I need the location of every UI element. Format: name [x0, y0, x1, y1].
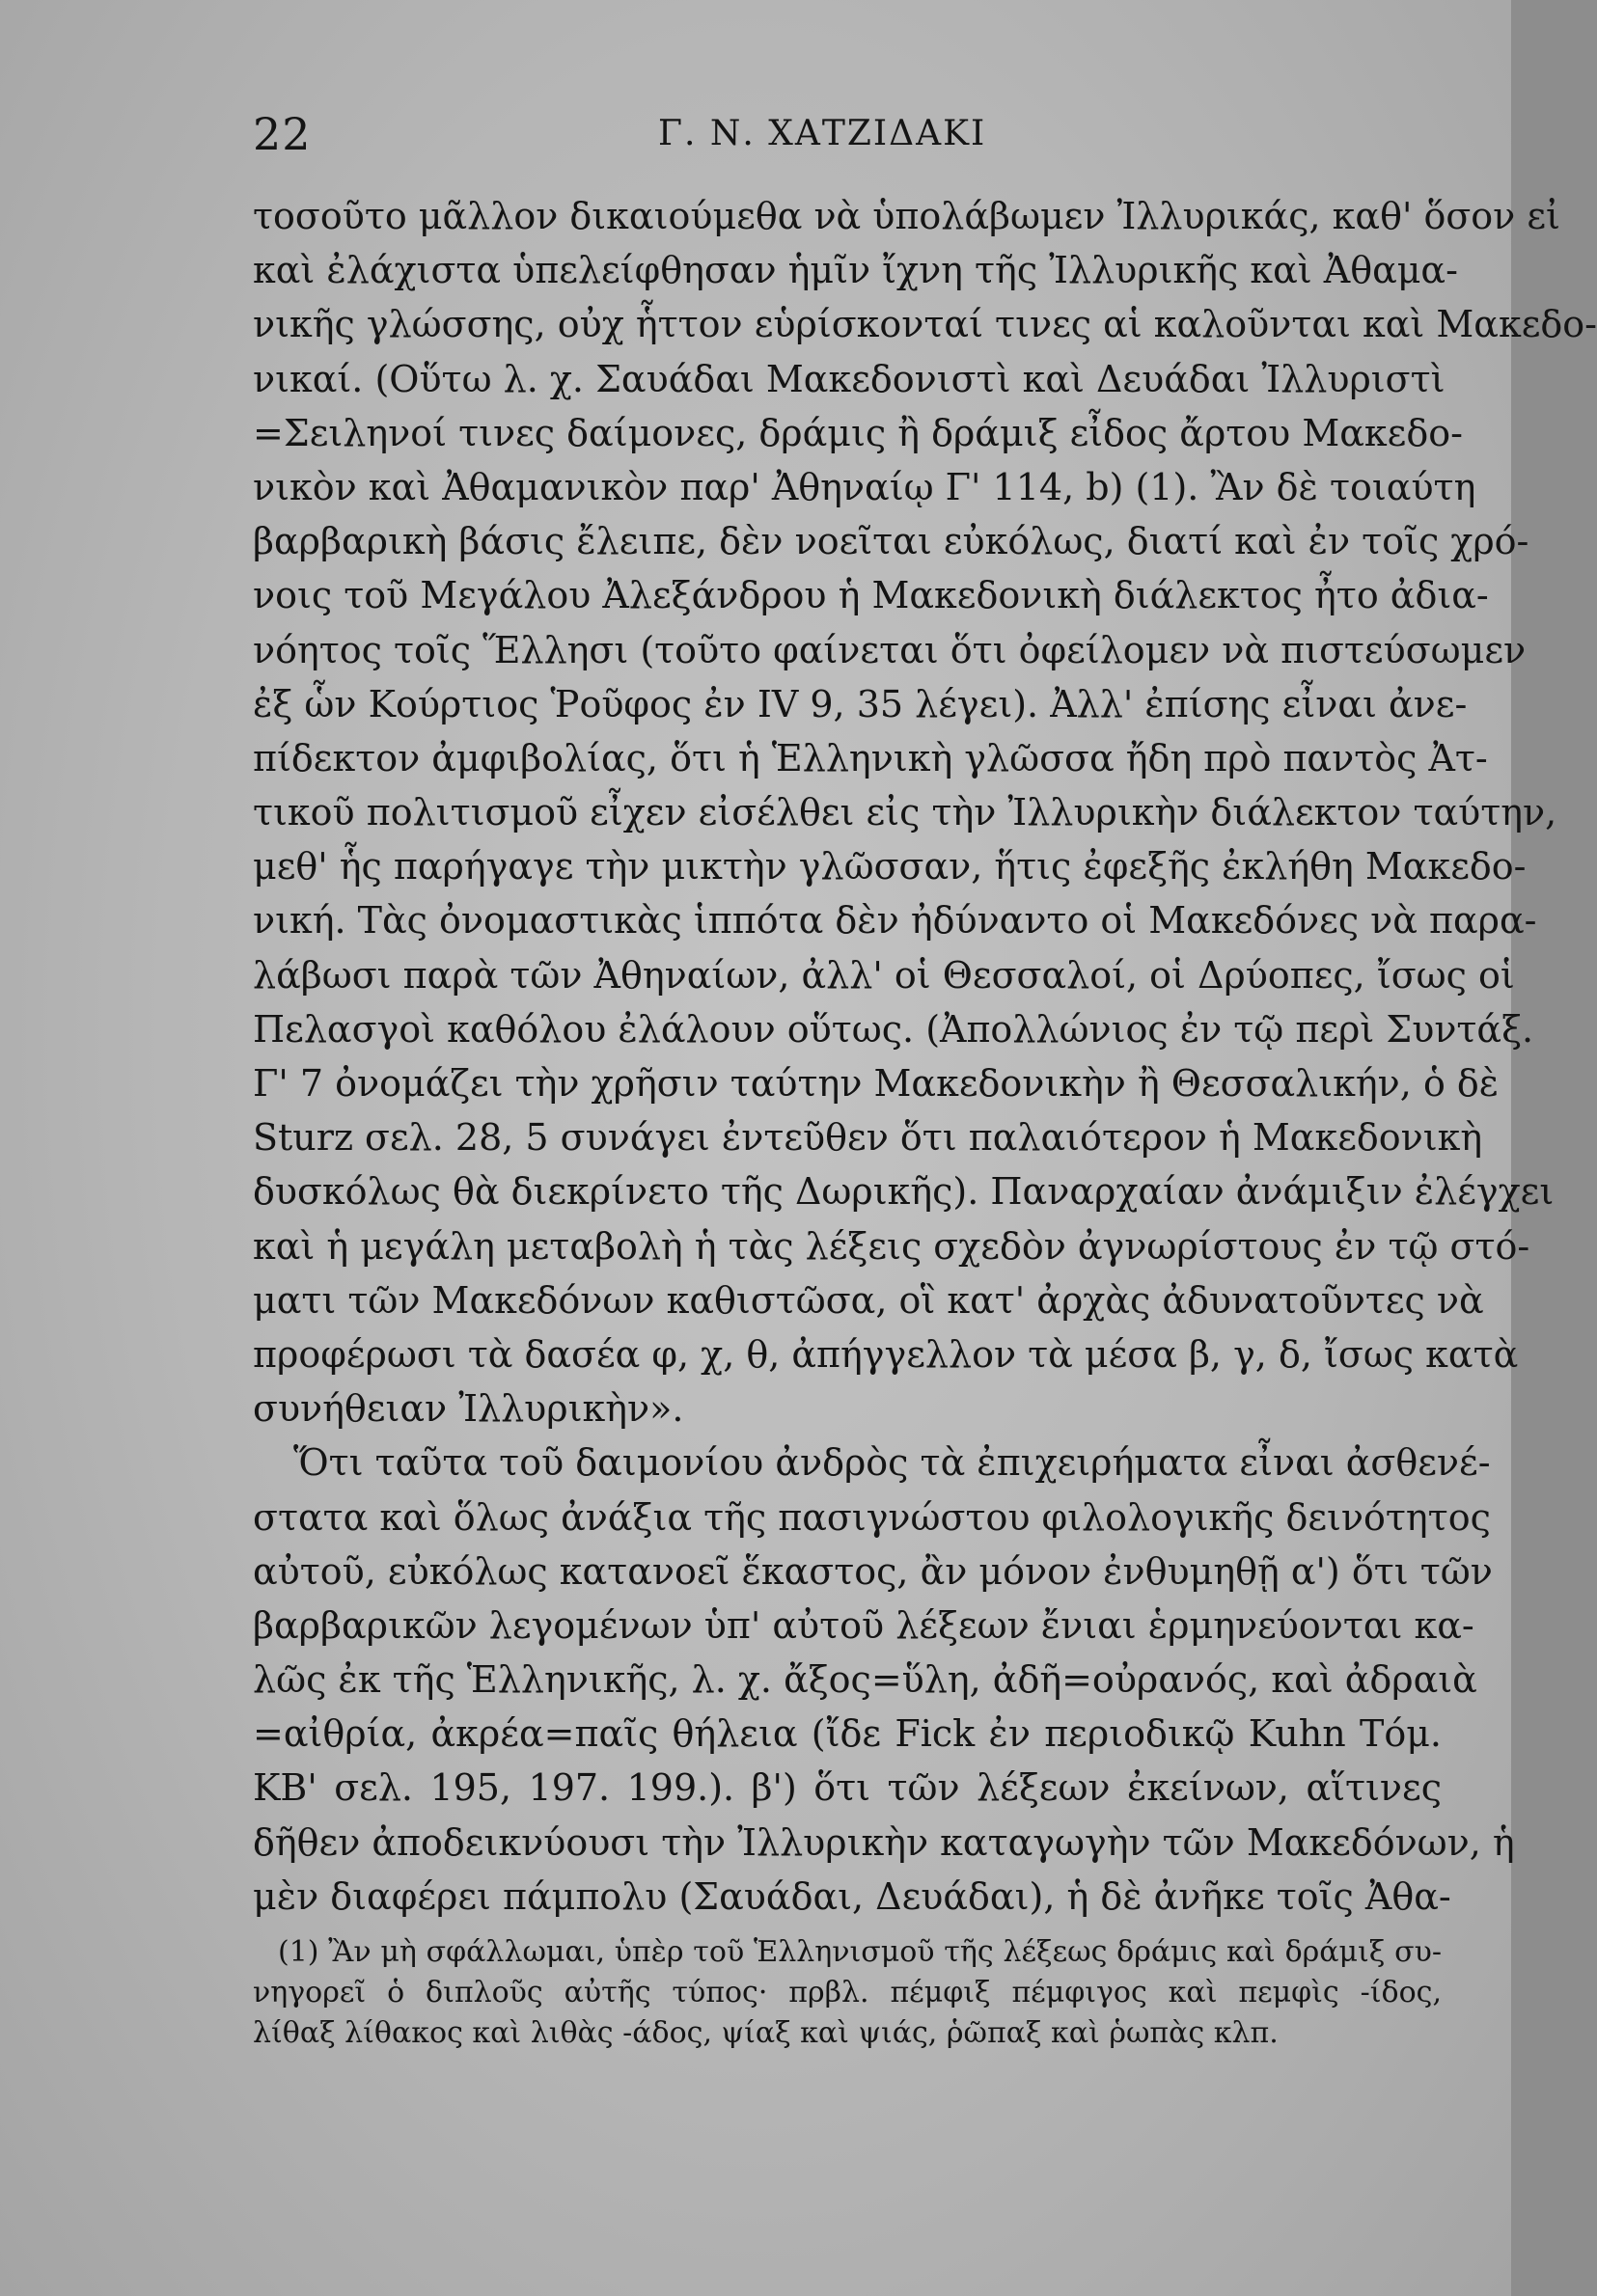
- text-line: στατα καὶ ὅλως ἀνάξια τῆς πασιγνώστου φιλολογικῆς δεινότητος: [253, 1495, 1491, 1539]
- text-line: Sturz σελ. 28, 5 συνάγει ἐντεῦθεν ὅτι παλαιότερον ἡ Μακεδονικὴ: [253, 1116, 1483, 1160]
- text-line: =Σειληνοί τινες δαίμονες, δράμις ἢ δράμιξ εἶδος ἄρτου Μακεδο-: [253, 411, 1463, 454]
- text-line: καὶ ἐλάχιστα ὑπελείφθησαν ἡμῖν ἴχνη τῆς Ἰλλυρικῆς καὶ Ἀθαμα-: [253, 249, 1458, 292]
- text-line: νόητος τοῖς Ἕλλησι (τοῦτο φαίνεται ὅτι ὀφείλομεν νὰ πιστεύσωμεν: [253, 628, 1527, 671]
- text-line: μεθ' ἧς παρήγαγε τὴν μικτὴν γλῶσσαν, ἥτις ἐφεξῆς ἐκλήθη Μακεδο-: [253, 845, 1527, 888]
- text-line: καὶ ἡ μεγάλη μεταβολὴ ἡ τὰς λέξεις σχεδὸν ἀγνωρίστους ἐν τῷ στό-: [253, 1224, 1530, 1268]
- text-line: δῆθεν ἀποδεικνύουσι τὴν Ἰλλυρικὴν καταγωγὴν τῶν Μακεδόνων, ἡ: [253, 1820, 1515, 1864]
- footnotes: [253, 1932, 1442, 2054]
- text-line: πίδεκτον ἀμφιβολίας, ὅτι ἡ Ἑλληνικὴ γλῶσσα ἤδη πρὸ παντὸς Ἀτ-: [253, 736, 1488, 779]
- text-line: ματι τῶν Μακεδόνων καθιστῶσα, οἳ κατ' ἀρχὰς ἀδυνατοῦντες νὰ: [253, 1278, 1484, 1322]
- running-title: Γ. Ν. ΧΑΤΖΙΔΑΚΙ: [658, 114, 987, 153]
- footnote-line: (1) Ἂν μὴ σφάλλωμαι, ὑπὲρ τοῦ Ἑλληνισμοῦ τῆς λέξεως δράμις καὶ δράμιξ συ-: [278, 1935, 1442, 1969]
- text-line: Γ' 7 ὀνομάζει τὴν χρῆσιν ταύτην Μακεδονικὴν ἢ Θεσσαλικήν, ὁ δὲ: [253, 1062, 1500, 1105]
- text-line: τικοῦ πολιτισμοῦ εἶχεν εἰσέλθει εἰς τὴν Ἰλλυρικὴν διάλεκτον ταύτην,: [253, 791, 1557, 834]
- text-line: Ὅτι ταῦτα τοῦ δαιμονίου ἀνδρὸς τὰ ἐπιχειρήματα εἶναι ἀσθενέ-: [293, 1441, 1491, 1485]
- page-header: [253, 108, 1442, 166]
- text-line: νικαί. (Οὕτω λ. χ. Σαυάδαι Μακεδονιστὶ καὶ Δευάδαι Ἰλλυριστὶ: [253, 357, 1446, 400]
- text-line: βαρβαρικῶν λεγομένων ὑπ' αὐτοῦ λέξεων ἔνιαι ἑρμηνεύονται κα-: [253, 1603, 1474, 1647]
- text-line: νικῆς γλώσσης, οὐχ ἧττον εὑρίσκονταί τινες αἱ καλοῦνται καὶ Μακεδο-: [253, 303, 1597, 346]
- text-line: Πελασγοὶ καθόλου ἐλάλουν οὕτως. (Ἀπολλώνιος ἐν τῷ περὶ Συντάξ.: [253, 1007, 1534, 1051]
- text-line: βαρβαρικὴ βάσις ἔλειπε, δὲν νοεῖται εὐκόλως, διατί καὶ ἐν τοῖς χρό-: [253, 520, 1529, 563]
- text-line: ἐξ ὧν Κούρτιος Ῥοῦφος ἐν IV 9, 35 λέγει). Ἀλλ' ἐπίσης εἶναι ἀνε-: [253, 682, 1468, 725]
- text-line: νικὸν καὶ Ἀθαμανικὸν παρ' Ἀθηναίῳ Γ' 114, b) (1). Ἂν δὲ τοιαύτη: [253, 465, 1476, 508]
- text-line: λάβωσι παρὰ τῶν Ἀθηναίων, ἀλλ' οἱ Θεσσαλοί, οἱ Δρύοπες, ἴσως οἱ: [253, 953, 1515, 997]
- body-text: [253, 189, 1597, 1924]
- text-line: νική. Τὰς ὀνομαστικὰς ἱππότα δὲν ἠδύναντο οἱ Μακεδόνες νὰ παρα-: [253, 899, 1537, 943]
- text-line: =αἰθρία, ἀκρέα=παῖς θήλεια (ἴδε Fick ἐν περιοδικῷ Kuhn Τόμ.: [253, 1712, 1442, 1756]
- text-line: δυσκόλως θὰ διεκρίνετο τῆς Δωρικῆς). Παναρχαίαν ἀνάμιξιν ἐλέγχει: [253, 1170, 1555, 1214]
- footnote-line: λίθαξ λίθακος καὶ λιθὰς -άδος, ψίαξ καὶ ψιάς, ῥῶπαξ καὶ ῥωπὰς κλπ.: [253, 2016, 1279, 2050]
- text-line: νοις τοῦ Μεγάλου Ἀλεξάνδρου ἡ Μακεδονικὴ διάλεκτος ἦτο ἀδια-: [253, 574, 1489, 617]
- text-line: λῶς ἐκ τῆς Ἑλληνικῆς, λ. χ. ἄξος=ὕλη, ἀδῆ=οὐρανός, καὶ ἀδραιὰ: [253, 1658, 1477, 1702]
- text-line: μὲν διαφέρει πάμπολυ (Σαυάδαι, Δευάδαι), ἡ δὲ ἀνῆκε τοῖς Ἀθα-: [253, 1874, 1451, 1918]
- page-number: 22: [253, 108, 312, 160]
- footnote-line: νηγορεῖ ὁ διπλοῦς αὐτῆς τύπος· πρβλ. πέμφιξ πέμφιγος καὶ πεμφὶς -ίδος,: [253, 1976, 1442, 2009]
- text-line: ΚΒ' σελ. 195, 197. 199.). β') ὅτι τῶν λέξεων ἐκείνων, αἵτινες: [253, 1766, 1442, 1810]
- text-line: προφέρωσι τὰ δασέα φ, χ, θ, ἀπήγγελλον τὰ μέσα β, γ, δ, ἴσως κατὰ: [253, 1332, 1519, 1376]
- text-line: συνήθειαν Ἰλλυρικὴν».: [253, 1387, 684, 1431]
- text-line: τοσοῦτο μᾶλλον δικαιούμεθα νὰ ὑπολάβωμεν Ἰλλυρικάς, καθ' ὅσον εἰ: [253, 195, 1560, 237]
- text-line: αὐτοῦ, εὐκόλως κατανοεῖ ἕκαστος, ἂν μόνον ἐνθυμηθῇ α') ὅτι τῶν: [253, 1549, 1493, 1593]
